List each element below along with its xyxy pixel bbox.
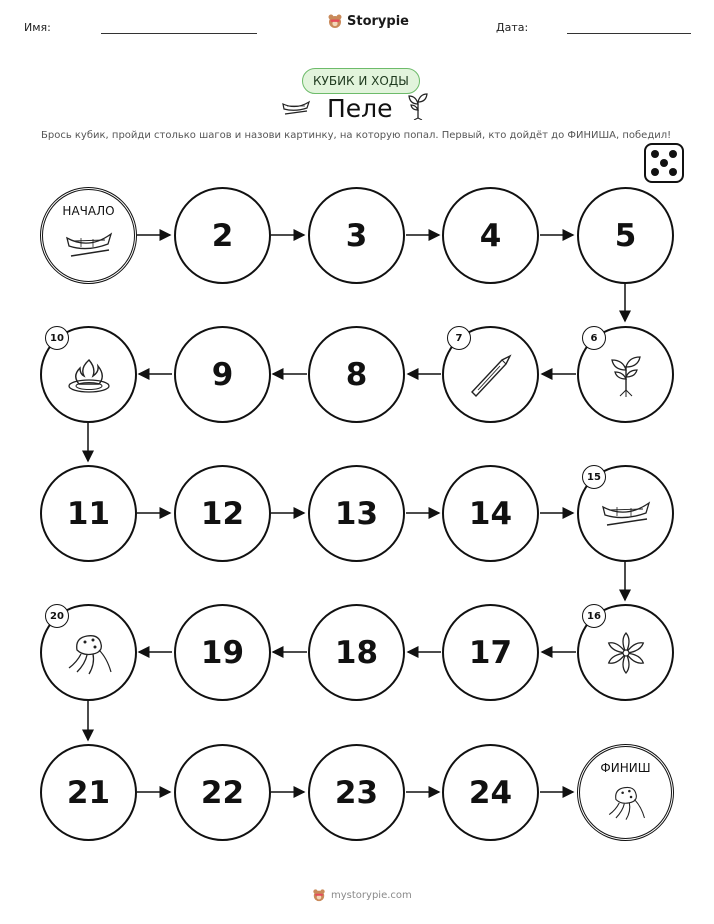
cell-number: 21 <box>66 774 111 811</box>
board-cell-14[interactable] <box>442 465 539 562</box>
cell-number: 13 <box>334 495 379 532</box>
board-cell-17[interactable] <box>442 604 539 701</box>
footer-url[interactable]: mystorypie.com <box>331 889 412 901</box>
cell-number: 5 <box>614 217 637 254</box>
board-cell-5[interactable] <box>577 187 674 284</box>
canoe-icon <box>599 497 653 531</box>
sprout-icon <box>606 352 646 398</box>
cell-number-tag: 6 <box>582 326 606 350</box>
cell-number: 23 <box>334 774 379 811</box>
board-cell-2[interactable] <box>174 187 271 284</box>
cell-number-tag: 20 <box>45 604 69 628</box>
board-cell-6[interactable] <box>577 326 674 423</box>
volcano-icon <box>63 628 115 678</box>
cell-number: 11 <box>66 495 111 532</box>
cell-number: 19 <box>200 634 245 671</box>
board-cell-18[interactable] <box>308 604 405 701</box>
board-cell-9[interactable] <box>174 326 271 423</box>
cell-number: 9 <box>211 356 234 393</box>
cell-number: 14 <box>468 495 513 532</box>
board-cell-24[interactable] <box>442 744 539 841</box>
cell-number-tag: 7 <box>447 326 471 350</box>
finish-cell[interactable] <box>577 744 674 841</box>
date-label: Дата: <box>496 21 529 34</box>
board-cell-8[interactable] <box>308 326 405 423</box>
canoe-icon <box>63 228 115 262</box>
cell-number-tag: 15 <box>582 465 606 489</box>
cell-number: 18 <box>334 634 379 671</box>
board-cell-20[interactable] <box>40 604 137 701</box>
cell-number: 12 <box>200 495 245 532</box>
name-label: Имя: <box>24 21 51 34</box>
finish-label: ФИНИШ <box>600 761 651 775</box>
board-cell-16[interactable] <box>577 604 674 701</box>
cell-number: 8 <box>345 356 368 393</box>
campfire-icon <box>66 354 112 396</box>
board-cell-13[interactable] <box>308 465 405 562</box>
board-cell-4[interactable] <box>442 187 539 284</box>
board-cell-7[interactable] <box>442 326 539 423</box>
cell-number: 4 <box>479 217 502 254</box>
stick-icon <box>466 350 516 400</box>
volcano-icon <box>604 781 648 823</box>
board-cell-11[interactable] <box>40 465 137 562</box>
bear-logo-icon <box>312 888 326 902</box>
board-cell-15[interactable] <box>577 465 674 562</box>
flower-icon <box>603 630 649 676</box>
start-label: НАЧАЛО <box>62 204 115 218</box>
game-type-badge: КУБИК И ХОДЫ <box>302 68 420 94</box>
page-title: Пеле <box>327 94 393 123</box>
board-cell-3[interactable] <box>308 187 405 284</box>
board-cell-21[interactable] <box>40 744 137 841</box>
start-cell[interactable] <box>40 187 137 284</box>
cell-number: 2 <box>211 217 234 254</box>
cell-number: 24 <box>468 774 513 811</box>
cell-number: 22 <box>200 774 245 811</box>
cell-number-tag: 10 <box>45 326 69 350</box>
cell-number: 17 <box>468 634 513 671</box>
footer <box>312 888 412 902</box>
board-cell-19[interactable] <box>174 604 271 701</box>
cell-number-tag: 16 <box>582 604 606 628</box>
board-cell-23[interactable] <box>308 744 405 841</box>
board-cell-22[interactable] <box>174 744 271 841</box>
board-cell-12[interactable] <box>174 465 271 562</box>
brand-name: Storypie <box>347 13 409 29</box>
board-cell-10[interactable] <box>40 326 137 423</box>
cell-number: 3 <box>345 217 368 254</box>
instructions-text: Брось кубик, пройди столько шагов и назови картинку, на которую попал. Первый, кто дойдёт до ФИНИША, победил! <box>41 130 672 141</box>
